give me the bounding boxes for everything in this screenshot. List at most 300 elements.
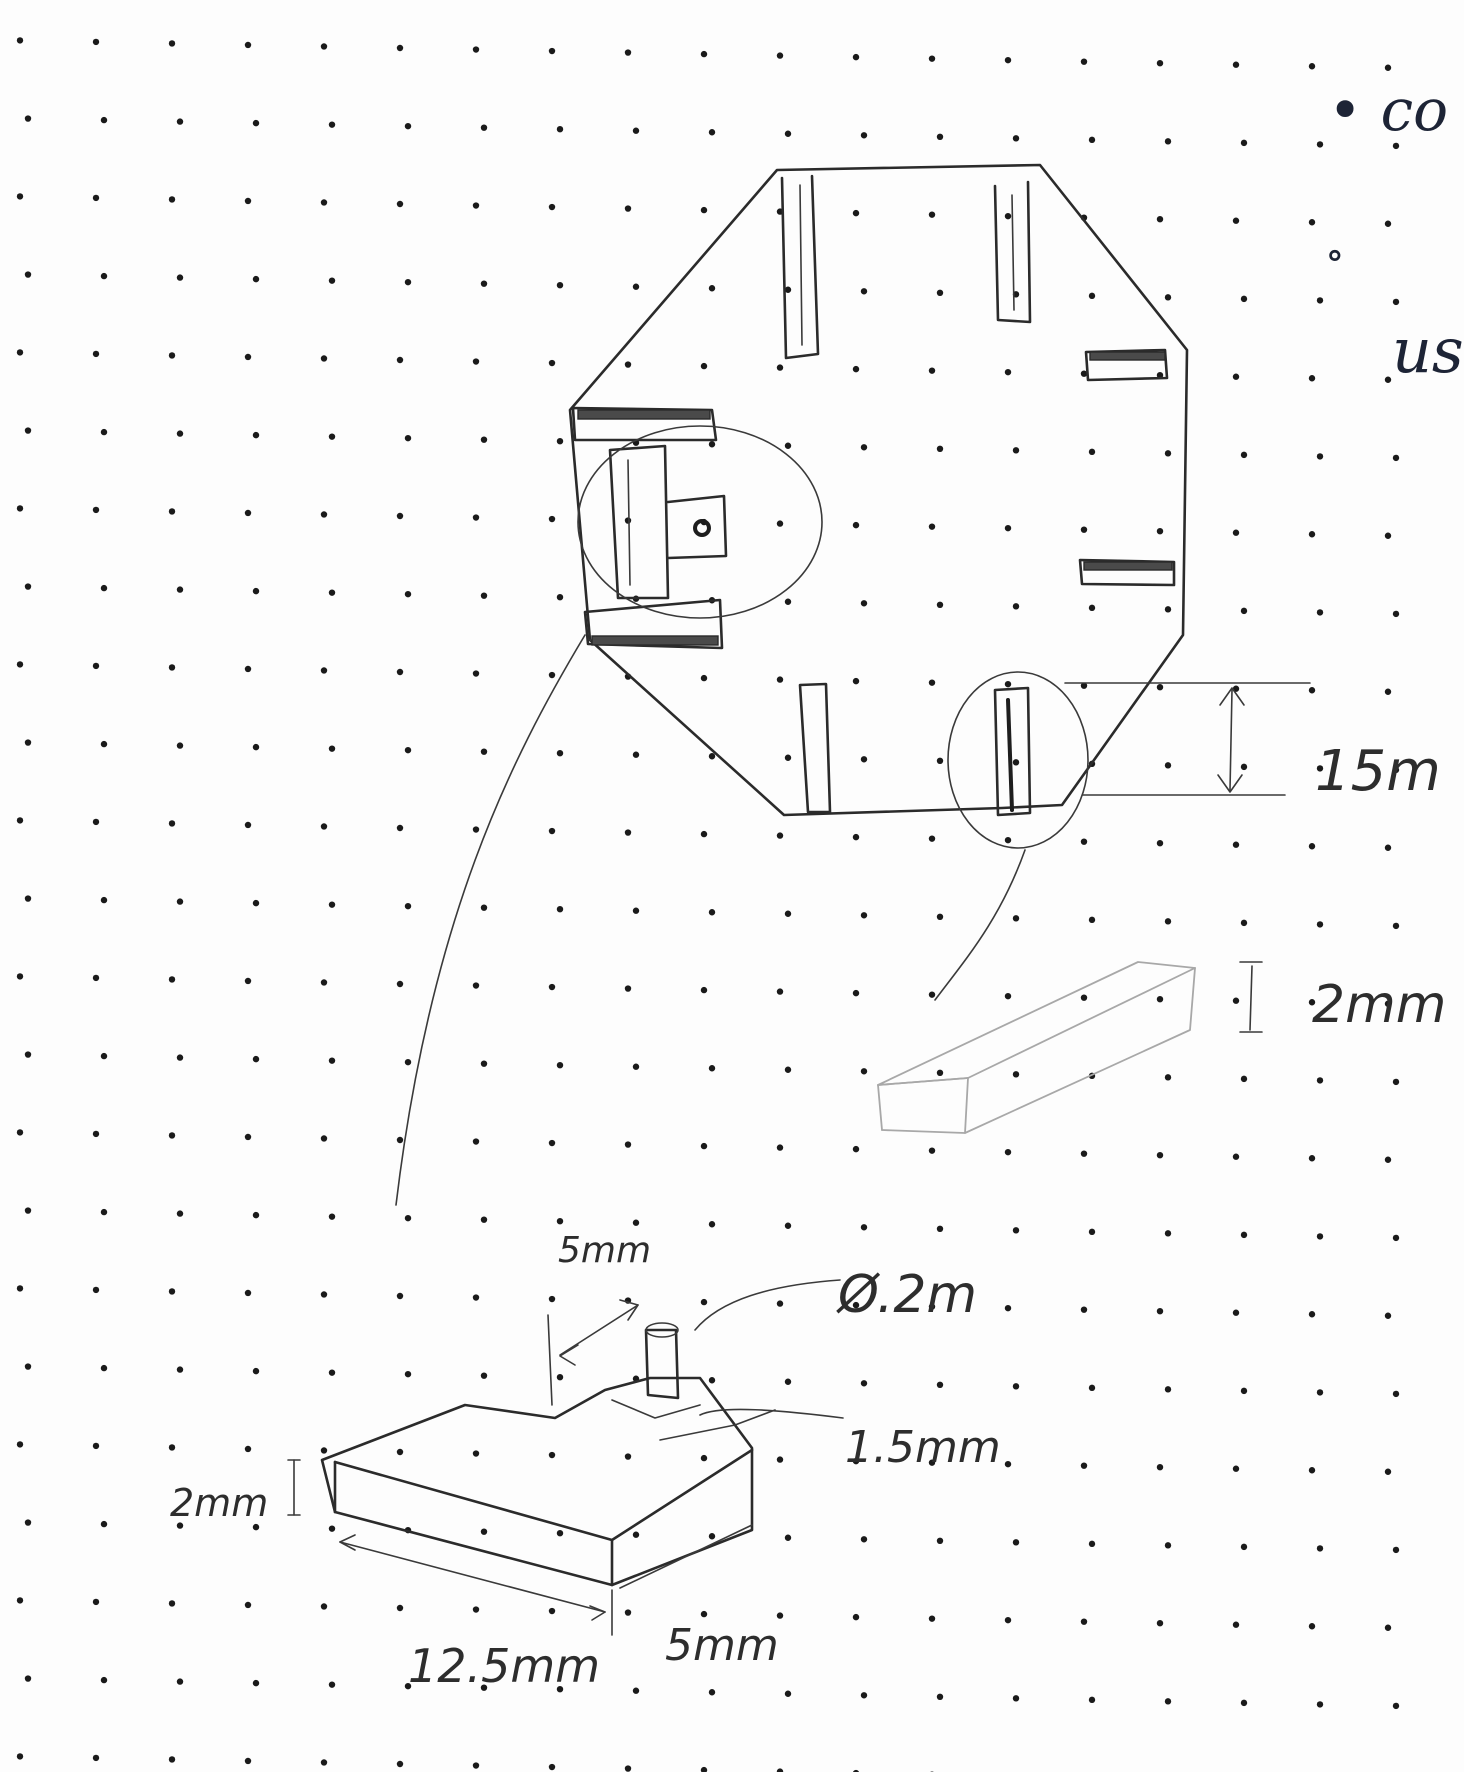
grid-dot [1013, 135, 1019, 141]
grid-dot [557, 1374, 563, 1380]
grid-dot [785, 1535, 791, 1541]
grid-dot [1233, 374, 1239, 380]
bar-sketch [878, 962, 1262, 1133]
grid-dot [1005, 993, 1011, 999]
grid-dot [1241, 1232, 1247, 1238]
grid-dot [321, 43, 327, 49]
grid-dot [481, 904, 487, 910]
grid-dot [1241, 1544, 1247, 1550]
margin-notes [1325, 76, 1464, 387]
grid-dot [397, 201, 403, 207]
grid-dot [405, 591, 411, 597]
grid-dot [701, 1611, 707, 1617]
grid-dot [169, 976, 175, 982]
grid-dot [1241, 1700, 1247, 1706]
block-height-label: 2mm [170, 1481, 269, 1525]
grid-dot [853, 990, 859, 996]
grid-dot [17, 1753, 23, 1759]
grid-dot [633, 1064, 639, 1070]
grid-dot [1081, 1618, 1087, 1624]
grid-dot [701, 1455, 707, 1461]
grid-dot [321, 355, 327, 361]
grid-dot [397, 1137, 403, 1143]
grid-dot [1165, 606, 1171, 612]
grid-dot [1309, 843, 1315, 849]
grid-dot [1165, 1074, 1171, 1080]
grid-dot [1157, 60, 1163, 66]
grid-dot [1005, 213, 1011, 219]
grid-dot [1309, 1311, 1315, 1317]
grid-dot [25, 1363, 31, 1369]
grid-dot [709, 441, 715, 447]
grid-dot [777, 832, 783, 838]
grid-dot [1233, 842, 1239, 848]
grid-dot [1089, 1697, 1095, 1703]
grid-dot [25, 583, 31, 589]
grid-dot [1317, 1389, 1323, 1395]
grid-dot [557, 750, 563, 756]
block-detail [288, 1280, 843, 1635]
block-depth-label: 5mm [665, 1620, 779, 1671]
grid-dot [929, 679, 935, 685]
grid-dot [1013, 603, 1019, 609]
grid-dot [1393, 1703, 1399, 1709]
grid-dot [929, 835, 935, 841]
grid-dot [549, 1452, 555, 1458]
grid-dot [549, 828, 555, 834]
grid-dot [1317, 1077, 1323, 1083]
grid-dot [245, 1134, 251, 1140]
grid-dot [1233, 218, 1239, 224]
grid-dot [397, 981, 403, 987]
grid-dot [481, 748, 487, 754]
grid-dot [1317, 1701, 1323, 1707]
grid-dot [777, 1768, 783, 1772]
grid-dot [17, 1597, 23, 1603]
grid-dot [1081, 526, 1087, 532]
grid-dot [481, 1060, 487, 1066]
grid-dot [481, 436, 487, 442]
grid-dot [1005, 681, 1011, 687]
grid-dot [549, 1608, 555, 1614]
grid-dot [473, 1450, 479, 1456]
grid-dot [1081, 994, 1087, 1000]
grid-dot [777, 520, 783, 526]
grid-dot [321, 199, 327, 205]
grid-dot [557, 1062, 563, 1068]
grid-dot [405, 1371, 411, 1377]
grid-dot [397, 1761, 403, 1767]
grid-dot [177, 430, 183, 436]
grid-dot [93, 351, 99, 357]
grid-dot [625, 1453, 631, 1459]
grid-dot [25, 115, 31, 121]
grid-dot [1005, 837, 1011, 843]
grid-dot [1309, 1623, 1315, 1629]
right-slot-lower [1080, 560, 1174, 585]
grid-dot [777, 1144, 783, 1150]
grid-dot [633, 284, 639, 290]
grid-dot [169, 820, 175, 826]
grid-dot [937, 446, 943, 452]
grid-dot [1089, 1541, 1095, 1547]
grid-dot [1165, 762, 1171, 768]
grid-dot [101, 1053, 107, 1059]
grid-dot [777, 1612, 783, 1618]
grid-dot [937, 602, 943, 608]
grid-dot [1309, 219, 1315, 225]
grid-dot [861, 600, 867, 606]
grid-dot [405, 1215, 411, 1221]
grid-dot [701, 363, 707, 369]
grid-dot [101, 117, 107, 123]
grid-dot [17, 1285, 23, 1291]
grid-dot [937, 134, 943, 140]
grid-dot [25, 895, 31, 901]
grid-dot [1165, 1230, 1171, 1236]
grid-dot [25, 1207, 31, 1213]
grid-dot [785, 599, 791, 605]
grid-dot [853, 1614, 859, 1620]
grid-dot [1241, 140, 1247, 146]
grid-dot [1393, 1079, 1399, 1085]
grid-dot [329, 1681, 335, 1687]
grid-dot [557, 594, 563, 600]
grid-dot [93, 663, 99, 669]
grid-dot [25, 427, 31, 433]
grid-dot [701, 1299, 707, 1305]
grid-dot [1165, 918, 1171, 924]
grid-dot [557, 438, 563, 444]
grid-dot [549, 48, 555, 54]
grid-dot [321, 1291, 327, 1297]
grid-dot [929, 211, 935, 217]
grid-dot [17, 349, 23, 355]
grid-dot [557, 906, 563, 912]
grid-dot [1393, 299, 1399, 305]
left-slot-lower [585, 600, 722, 648]
grid-dot [329, 745, 335, 751]
grid-dot [253, 1056, 259, 1062]
grid-dot [177, 586, 183, 592]
grid-dot [169, 352, 175, 358]
grid-dot [397, 513, 403, 519]
grid-dot [937, 1226, 943, 1232]
grid-dot [93, 1131, 99, 1137]
grid-dot [1385, 1625, 1391, 1631]
grid-dot [701, 207, 707, 213]
right-slot-upper [1086, 350, 1167, 380]
grid-dot [405, 903, 411, 909]
grid-dot [1081, 1462, 1087, 1468]
grid-dot [785, 911, 791, 917]
grid-dot [549, 672, 555, 678]
grid-dot [1013, 1227, 1019, 1233]
grid-dot [937, 1694, 943, 1700]
grid-dot [1157, 216, 1163, 222]
grid-dot [853, 678, 859, 684]
grid-dot [253, 1368, 259, 1374]
grid-dot [25, 271, 31, 277]
grid-dot [1385, 221, 1391, 227]
grid-dot [861, 1380, 867, 1386]
grid-dot [625, 361, 631, 367]
grid-dot [321, 823, 327, 829]
grid-dot [861, 288, 867, 294]
grid-dot [101, 585, 107, 591]
grid-dot [1233, 530, 1239, 536]
grid-dot [169, 508, 175, 514]
grid-dot [397, 1449, 403, 1455]
grid-dot [1157, 1308, 1163, 1314]
grid-dot [777, 988, 783, 994]
grid-dot [473, 982, 479, 988]
grid-dot [17, 817, 23, 823]
grid-dot [321, 1447, 327, 1453]
grid-dot [473, 1762, 479, 1768]
grid-dot [633, 1220, 639, 1226]
grid-dot [473, 826, 479, 832]
grid-dot [321, 511, 327, 517]
grid-dot [321, 1135, 327, 1141]
grid-dot [1241, 764, 1247, 770]
grid-dot [1157, 528, 1163, 534]
grid-dot [1241, 296, 1247, 302]
grid-dot [101, 1209, 107, 1215]
grid-dot [93, 819, 99, 825]
grid-dot [1013, 1695, 1019, 1701]
grid-dot [1385, 1157, 1391, 1163]
grid-dot [625, 985, 631, 991]
grid-dot [929, 367, 935, 373]
grid-dot [1233, 1622, 1239, 1628]
grid-dot [1385, 689, 1391, 695]
grid-dot [785, 1067, 791, 1073]
grid-dot [861, 132, 867, 138]
grid-dot [701, 987, 707, 993]
grid-dot [937, 1382, 943, 1388]
grid-dot [253, 120, 259, 126]
grid-dot [253, 276, 259, 282]
grid-dot [1013, 1539, 1019, 1545]
grid-dot [17, 1129, 23, 1135]
grid-dot [557, 1530, 563, 1536]
top-slot-right [995, 182, 1030, 322]
grid-dot [1309, 1467, 1315, 1473]
note-word-us: us [1392, 314, 1464, 387]
grid-dot [17, 661, 23, 667]
grid-dot [17, 505, 23, 511]
grid-dot [93, 1443, 99, 1449]
grid-dot [709, 1221, 715, 1227]
grid-dot [1165, 450, 1171, 456]
grid-dot [625, 829, 631, 835]
grid-dot [1165, 294, 1171, 300]
grid-dot [1013, 759, 1019, 765]
bottom-slot-right [935, 672, 1088, 1000]
grid-dot [169, 1600, 175, 1606]
grid-dot [1089, 1229, 1095, 1235]
grid-dot [329, 121, 335, 127]
grid-dot [861, 1224, 867, 1230]
grid-dot [709, 1065, 715, 1071]
grid-dot [853, 210, 859, 216]
grid-dot [25, 1051, 31, 1057]
grid-dot [1005, 1617, 1011, 1623]
grid-dot [785, 1223, 791, 1229]
grid-dot [1317, 609, 1323, 615]
grid-dot [101, 273, 107, 279]
grid-dot [625, 49, 631, 55]
grid-dot [1013, 1383, 1019, 1389]
grid-dot [785, 755, 791, 761]
grid-dot [853, 522, 859, 528]
grid-dot [245, 1290, 251, 1296]
grid-dot [1385, 377, 1391, 383]
grid-dot [397, 825, 403, 831]
grid-dot [1393, 923, 1399, 929]
note-bullet-1: • co [1328, 76, 1449, 144]
grid-dot [245, 510, 251, 516]
grid-dot [549, 360, 555, 366]
grid-dot [93, 1287, 99, 1293]
grid-dot [1157, 1620, 1163, 1626]
grid-dot [101, 741, 107, 747]
left-slot-upper [573, 408, 716, 440]
grid-dot [397, 357, 403, 363]
grid-dot [929, 991, 935, 997]
grid-dot [633, 752, 639, 758]
grid-dot [473, 358, 479, 364]
grid-dot [633, 1532, 639, 1538]
grid-dot [1005, 369, 1011, 375]
grid-dot [1241, 608, 1247, 614]
grid-dot [473, 46, 479, 52]
grid-dot [253, 1680, 259, 1686]
grid-dot [473, 514, 479, 520]
grid-dot [1165, 1542, 1171, 1548]
grid-dot [1157, 996, 1163, 1002]
grid-dot [177, 1678, 183, 1684]
grid-dot [245, 1602, 251, 1608]
grid-dot [937, 290, 943, 296]
grid-dot [1309, 375, 1315, 381]
grid-dot [777, 52, 783, 58]
grid-dot [625, 205, 631, 211]
grid-dot [329, 1057, 335, 1063]
grid-dot [1309, 63, 1315, 69]
grid-dot [245, 42, 251, 48]
grid-dot [1013, 1071, 1019, 1077]
grid-dot [1089, 605, 1095, 611]
grid-dot [397, 1293, 403, 1299]
bar-height-label: 2mm [1312, 975, 1447, 1035]
grid-dot [1393, 455, 1399, 461]
grid-dot [785, 443, 791, 449]
grid-dot [1233, 62, 1239, 68]
grid-dot [929, 1147, 935, 1153]
grid-dot [473, 1138, 479, 1144]
grid-dot [101, 1521, 107, 1527]
grid-dot [1385, 1469, 1391, 1475]
grid-dot [1317, 921, 1323, 927]
grid-dot [549, 1296, 555, 1302]
grid-dot [329, 1525, 335, 1531]
grid-dot [929, 523, 935, 529]
grid-dot [1317, 297, 1323, 303]
grid-dot [1241, 1388, 1247, 1394]
grid-dot [1385, 1313, 1391, 1319]
grid-dot [177, 1366, 183, 1372]
grid-dot [101, 1365, 107, 1371]
grid-dot [625, 1141, 631, 1147]
grid-dot [245, 198, 251, 204]
grid-dot [1233, 1154, 1239, 1160]
grid-dot [321, 1603, 327, 1609]
grid-dot [625, 1609, 631, 1615]
grid-dot [1089, 917, 1095, 923]
grid-dot [481, 1216, 487, 1222]
grid-dot [169, 1288, 175, 1294]
grid-dot [1089, 293, 1095, 299]
grid-dot [473, 1294, 479, 1300]
note-bullet-2: ∘ [1325, 232, 1345, 278]
grid-dot [1081, 838, 1087, 844]
grid-dot [1005, 1149, 1011, 1155]
grid-dot [321, 979, 327, 985]
grid-dot [777, 1300, 783, 1306]
grid-dot [473, 1606, 479, 1612]
grid-dot [17, 193, 23, 199]
grid-dot [701, 675, 707, 681]
grid-dot [481, 1528, 487, 1534]
grid-dot [1309, 687, 1315, 693]
grid-dot [1157, 684, 1163, 690]
grid-dot [481, 280, 487, 286]
grid-dot [861, 1692, 867, 1698]
grid-dot [473, 670, 479, 676]
grid-dot [405, 279, 411, 285]
grid-dot [1309, 1155, 1315, 1161]
left-mount-detail [396, 426, 822, 1205]
grid-dot [245, 1446, 251, 1452]
bottom-slot-left [800, 684, 830, 812]
grid-dot [17, 37, 23, 43]
grid-dot [549, 984, 555, 990]
grid-dot [169, 1756, 175, 1762]
grid-dot [1013, 915, 1019, 921]
grid-dot [329, 277, 335, 283]
grid-dot [549, 204, 555, 210]
grid-dot [929, 1615, 935, 1621]
grid-dot [17, 973, 23, 979]
grid-dot [25, 739, 31, 745]
grid-dot [701, 51, 707, 57]
grid-dot [1005, 1461, 1011, 1467]
grid-dot [329, 1213, 335, 1219]
grid-dot [709, 909, 715, 915]
grid-dot [1241, 452, 1247, 458]
grid-dot [1157, 1152, 1163, 1158]
leg-depth-label: 15m [1315, 739, 1441, 804]
grid-dot [1165, 1698, 1171, 1704]
grid-dot [853, 1146, 859, 1152]
grid-dot [1393, 1391, 1399, 1397]
grid-dot [1089, 1385, 1095, 1391]
grid-dot [405, 123, 411, 129]
grid-dot [329, 901, 335, 907]
grid-dot [481, 592, 487, 598]
